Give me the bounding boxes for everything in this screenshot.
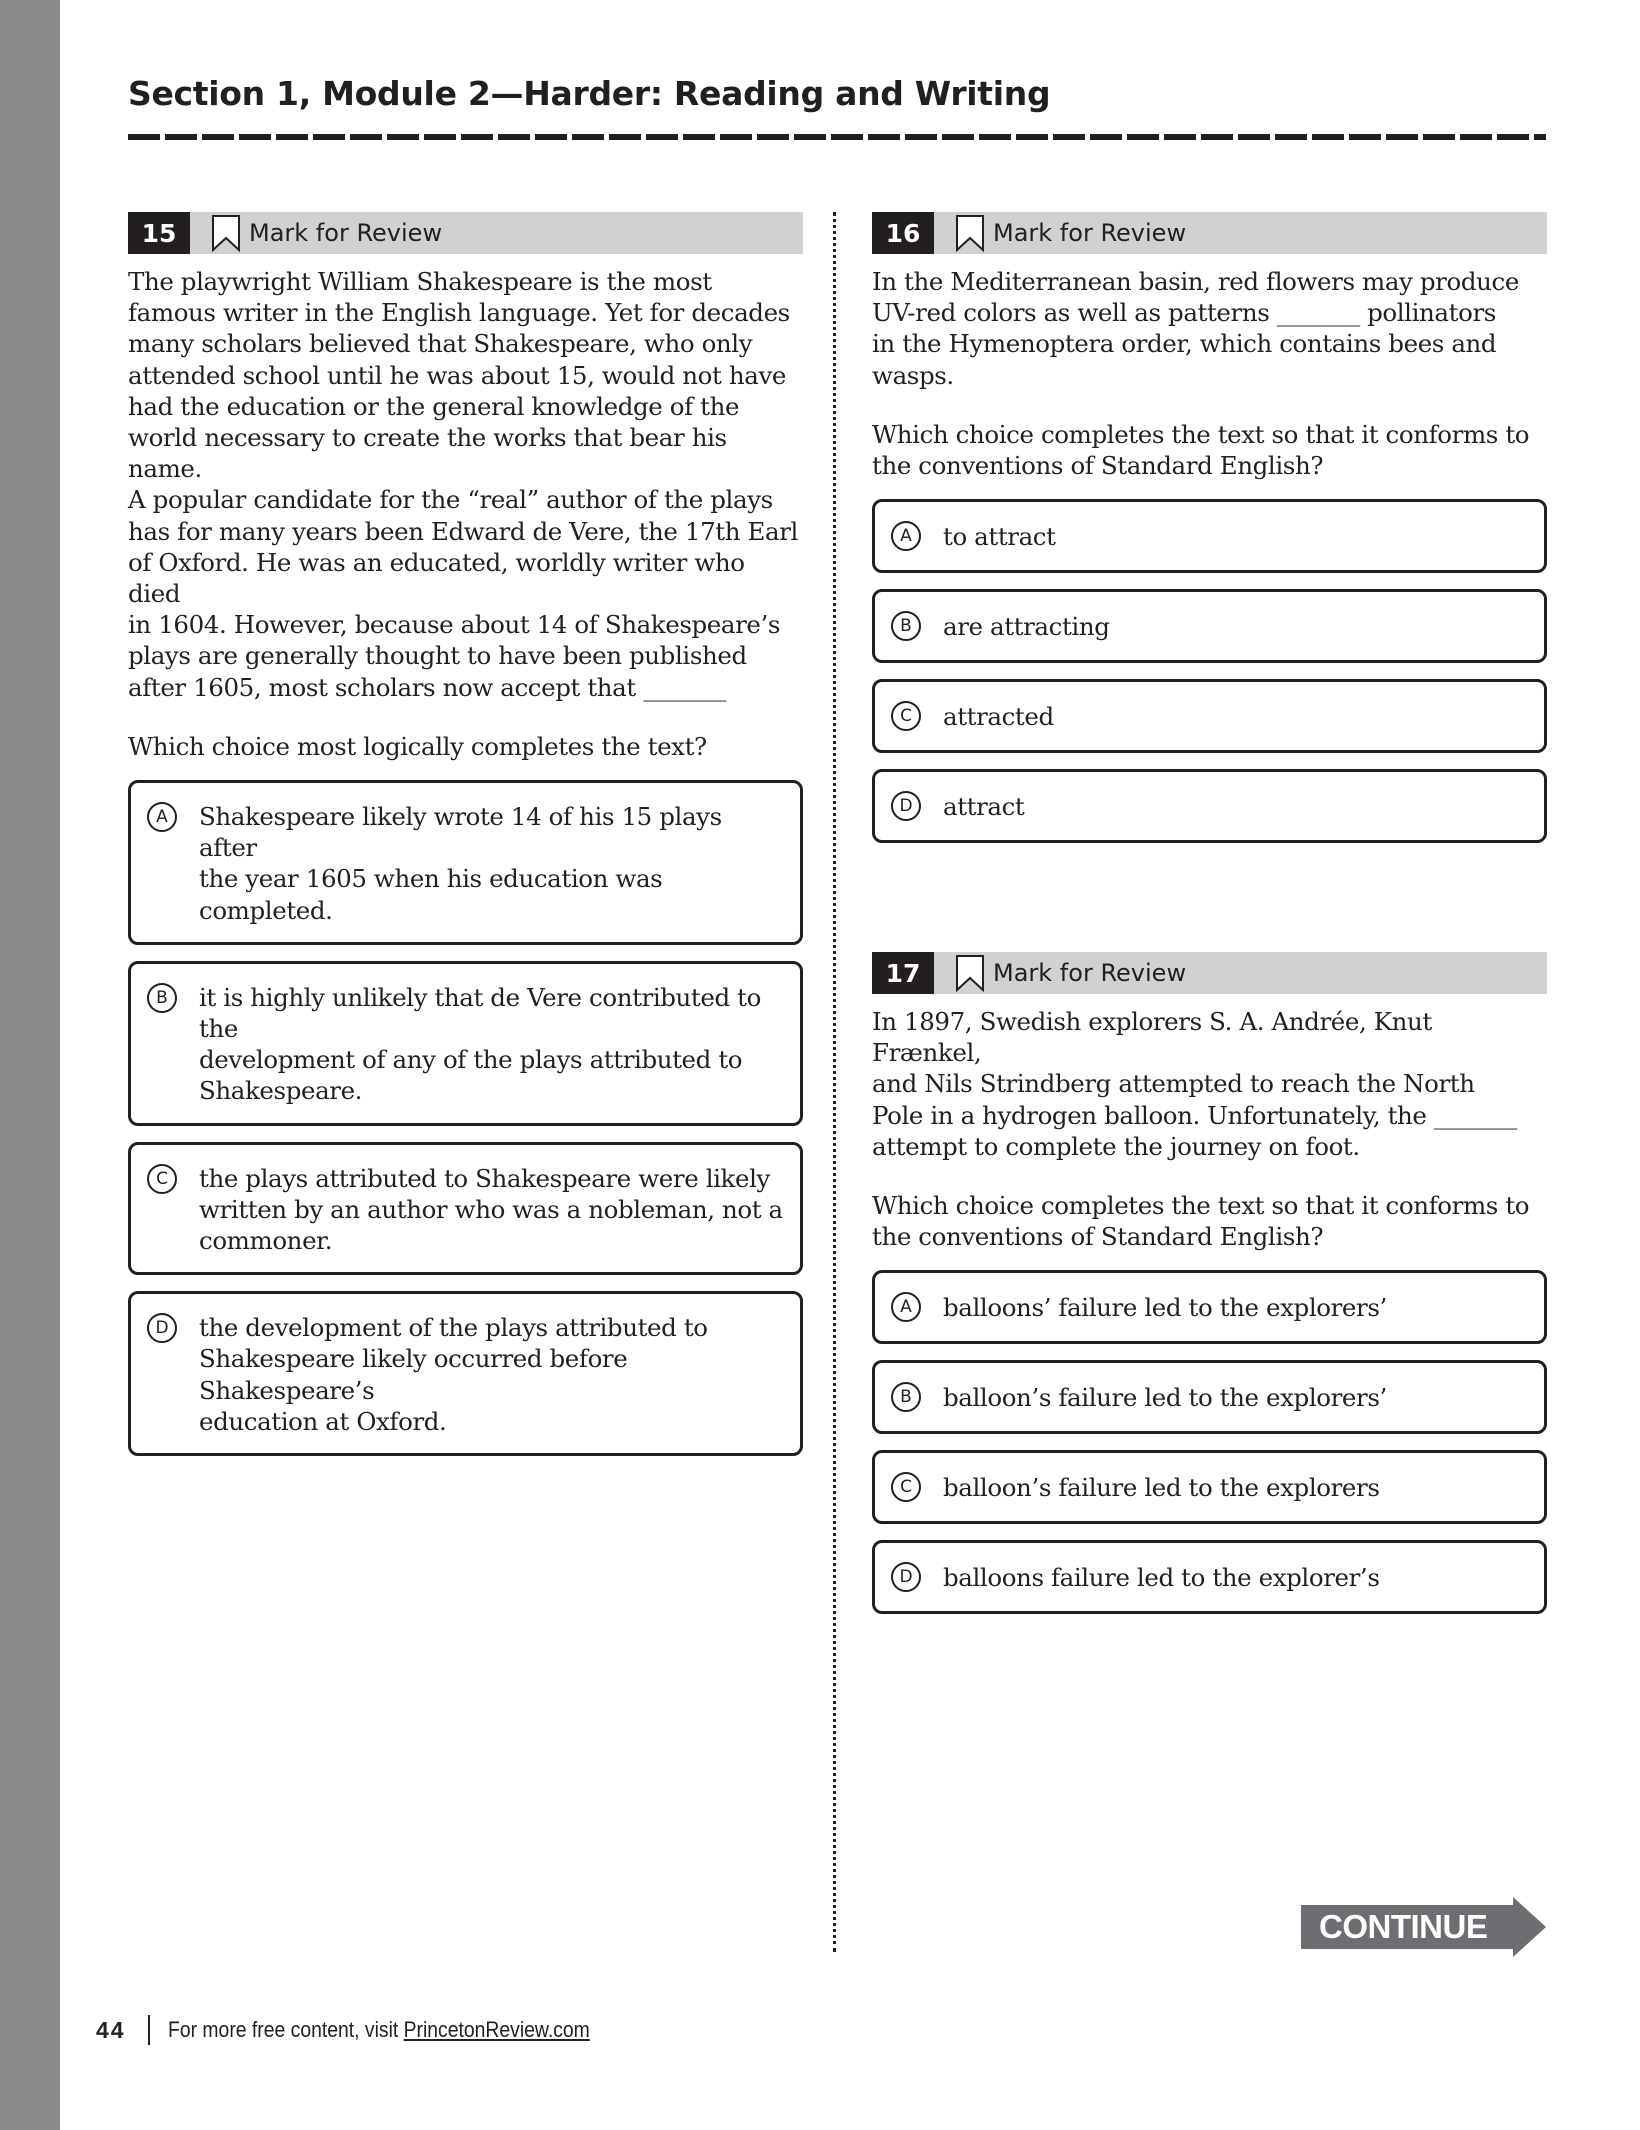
question-16 xyxy=(872,212,1547,859)
choice-letter-c: C xyxy=(891,1472,921,1502)
choice-text: balloons failure led to the explorer’s xyxy=(943,1562,1380,1592)
choice-d[interactable] xyxy=(128,1291,803,1456)
question-passage: In the Mediterranean basin, red flowers may produce UV-red colors as well as patterns _______ pollinators in the Hymenoptera order, which contains bees and wasps. xyxy=(872,267,1519,390)
bookmark-icon[interactable] xyxy=(211,214,241,252)
choice-b[interactable] xyxy=(872,589,1547,663)
choice-text: it is highly unlikely that de Vere contributed to the development of any of the plays attributed to Shakespeare. xyxy=(199,982,761,1106)
choice-letter-b: B xyxy=(147,983,177,1013)
dashed-rule xyxy=(128,134,1546,140)
choice-b[interactable] xyxy=(872,1360,1547,1434)
footer-prefix: For more free content, visit xyxy=(167,2017,404,2042)
footer-text xyxy=(168,2017,590,2043)
choice-letter-b: B xyxy=(891,1382,921,1412)
question-passage: The playwright William Shakespeare is the most famous writer in the English language. Yet for decades many scholars believed that Shakespeare, who only attended school until he was about 15, would not have had the education or the general knowledge of the world necessary to create the works that bear his name. A popular candidate for the “real” author of the plays has for many years been Edward de Vere, the 17th Earl of Oxford. He was an educated, worldly writer who died in 1604. However, because about 14 of Shakespeare’s plays are generally thought to have been published after 1605, most scholars now accept that _______ xyxy=(128,267,798,702)
choice-b[interactable] xyxy=(128,961,803,1126)
choice-letter-a: A xyxy=(147,802,177,832)
choice-text: Shakespeare likely wrote 14 of his 15 plays after the year 1605 when his education was completed. xyxy=(199,802,722,925)
choice-letter-b: B xyxy=(891,611,921,641)
question-number: 16 xyxy=(872,212,934,254)
princeton-review-link[interactable]: PrincetonReview.com xyxy=(403,2017,590,2042)
choice-text: the plays attributed to Shakespeare were likely written by an author who was a nobleman, not a commoner. xyxy=(199,1163,783,1256)
choice-text: to attract xyxy=(943,521,1056,551)
question-15 xyxy=(128,212,803,1472)
question-prompt: Which choice most logically completes the text? xyxy=(128,731,707,761)
page-number: 44 xyxy=(96,2016,126,2043)
choice-text: attract xyxy=(943,791,1025,821)
answer-choices xyxy=(872,499,1547,843)
continue-label: CONTINUE xyxy=(1319,1908,1488,1945)
question-17 xyxy=(872,952,1547,1630)
choice-a[interactable] xyxy=(872,1270,1547,1344)
choice-text: balloons’ failure led to the explorers’ xyxy=(943,1292,1387,1322)
choice-d[interactable] xyxy=(872,769,1547,843)
choice-letter-a: A xyxy=(891,521,921,551)
choice-letter-a: A xyxy=(891,1292,921,1322)
choice-c[interactable] xyxy=(872,1450,1547,1524)
choice-text: balloon’s failure led to the explorers’ xyxy=(943,1382,1387,1412)
question-prompt: Which choice completes the text so that it conforms to the conventions of Standard English? xyxy=(872,419,1530,481)
choice-c[interactable] xyxy=(872,679,1547,753)
mark-for-review-label[interactable]: Mark for Review xyxy=(993,219,1187,247)
question-number: 15 xyxy=(128,212,190,254)
question-header xyxy=(128,212,803,254)
choice-text: the development of the plays attributed to Shakespeare likely occurred before Shakespeare’s education at Oxford. xyxy=(199,1313,708,1436)
question-passage: In 1897, Swedish explorers S. A. Andrée, Knut Frænkel, and Nils Strindberg attempted to reach the North Pole in a hydrogen balloon. Unfortunately, the _______ attempt to complete the journey on foot. xyxy=(872,1007,1517,1161)
section-title: Section 1, Module 2—Harder: Reading and Writing xyxy=(128,74,1051,113)
column-divider xyxy=(833,212,836,1952)
choice-a[interactable] xyxy=(128,780,803,945)
choice-letter-d: D xyxy=(891,791,921,821)
continue-button[interactable] xyxy=(1301,1897,1546,1957)
question-header xyxy=(872,212,1547,254)
question-prompt: Which choice completes the text so that it conforms to the conventions of Standard English? xyxy=(872,1191,1530,1252)
question-number: 17 xyxy=(872,952,934,994)
answer-choices xyxy=(128,780,803,1456)
choice-a[interactable] xyxy=(872,499,1547,573)
side-bar xyxy=(0,0,60,2130)
choice-letter-c: C xyxy=(147,1164,177,1194)
bookmark-icon[interactable] xyxy=(955,954,985,992)
mark-for-review-label[interactable]: Mark for Review xyxy=(993,959,1187,987)
bookmark-icon[interactable] xyxy=(955,214,985,252)
choice-c[interactable] xyxy=(128,1142,803,1276)
page-footer xyxy=(96,2010,647,2050)
question-header xyxy=(872,952,1547,994)
choice-text: attracted xyxy=(943,701,1054,731)
answer-choices xyxy=(872,1270,1547,1614)
mark-for-review-label[interactable]: Mark for Review xyxy=(249,219,443,247)
choice-letter-c: C xyxy=(891,701,921,731)
choice-d[interactable] xyxy=(872,1540,1547,1614)
choice-text: balloon’s failure led to the explorers xyxy=(943,1472,1380,1502)
choice-text: are attracting xyxy=(943,611,1110,641)
footer-separator xyxy=(148,2015,150,2045)
choice-letter-d: D xyxy=(147,1313,177,1343)
choice-letter-d: D xyxy=(891,1562,921,1592)
